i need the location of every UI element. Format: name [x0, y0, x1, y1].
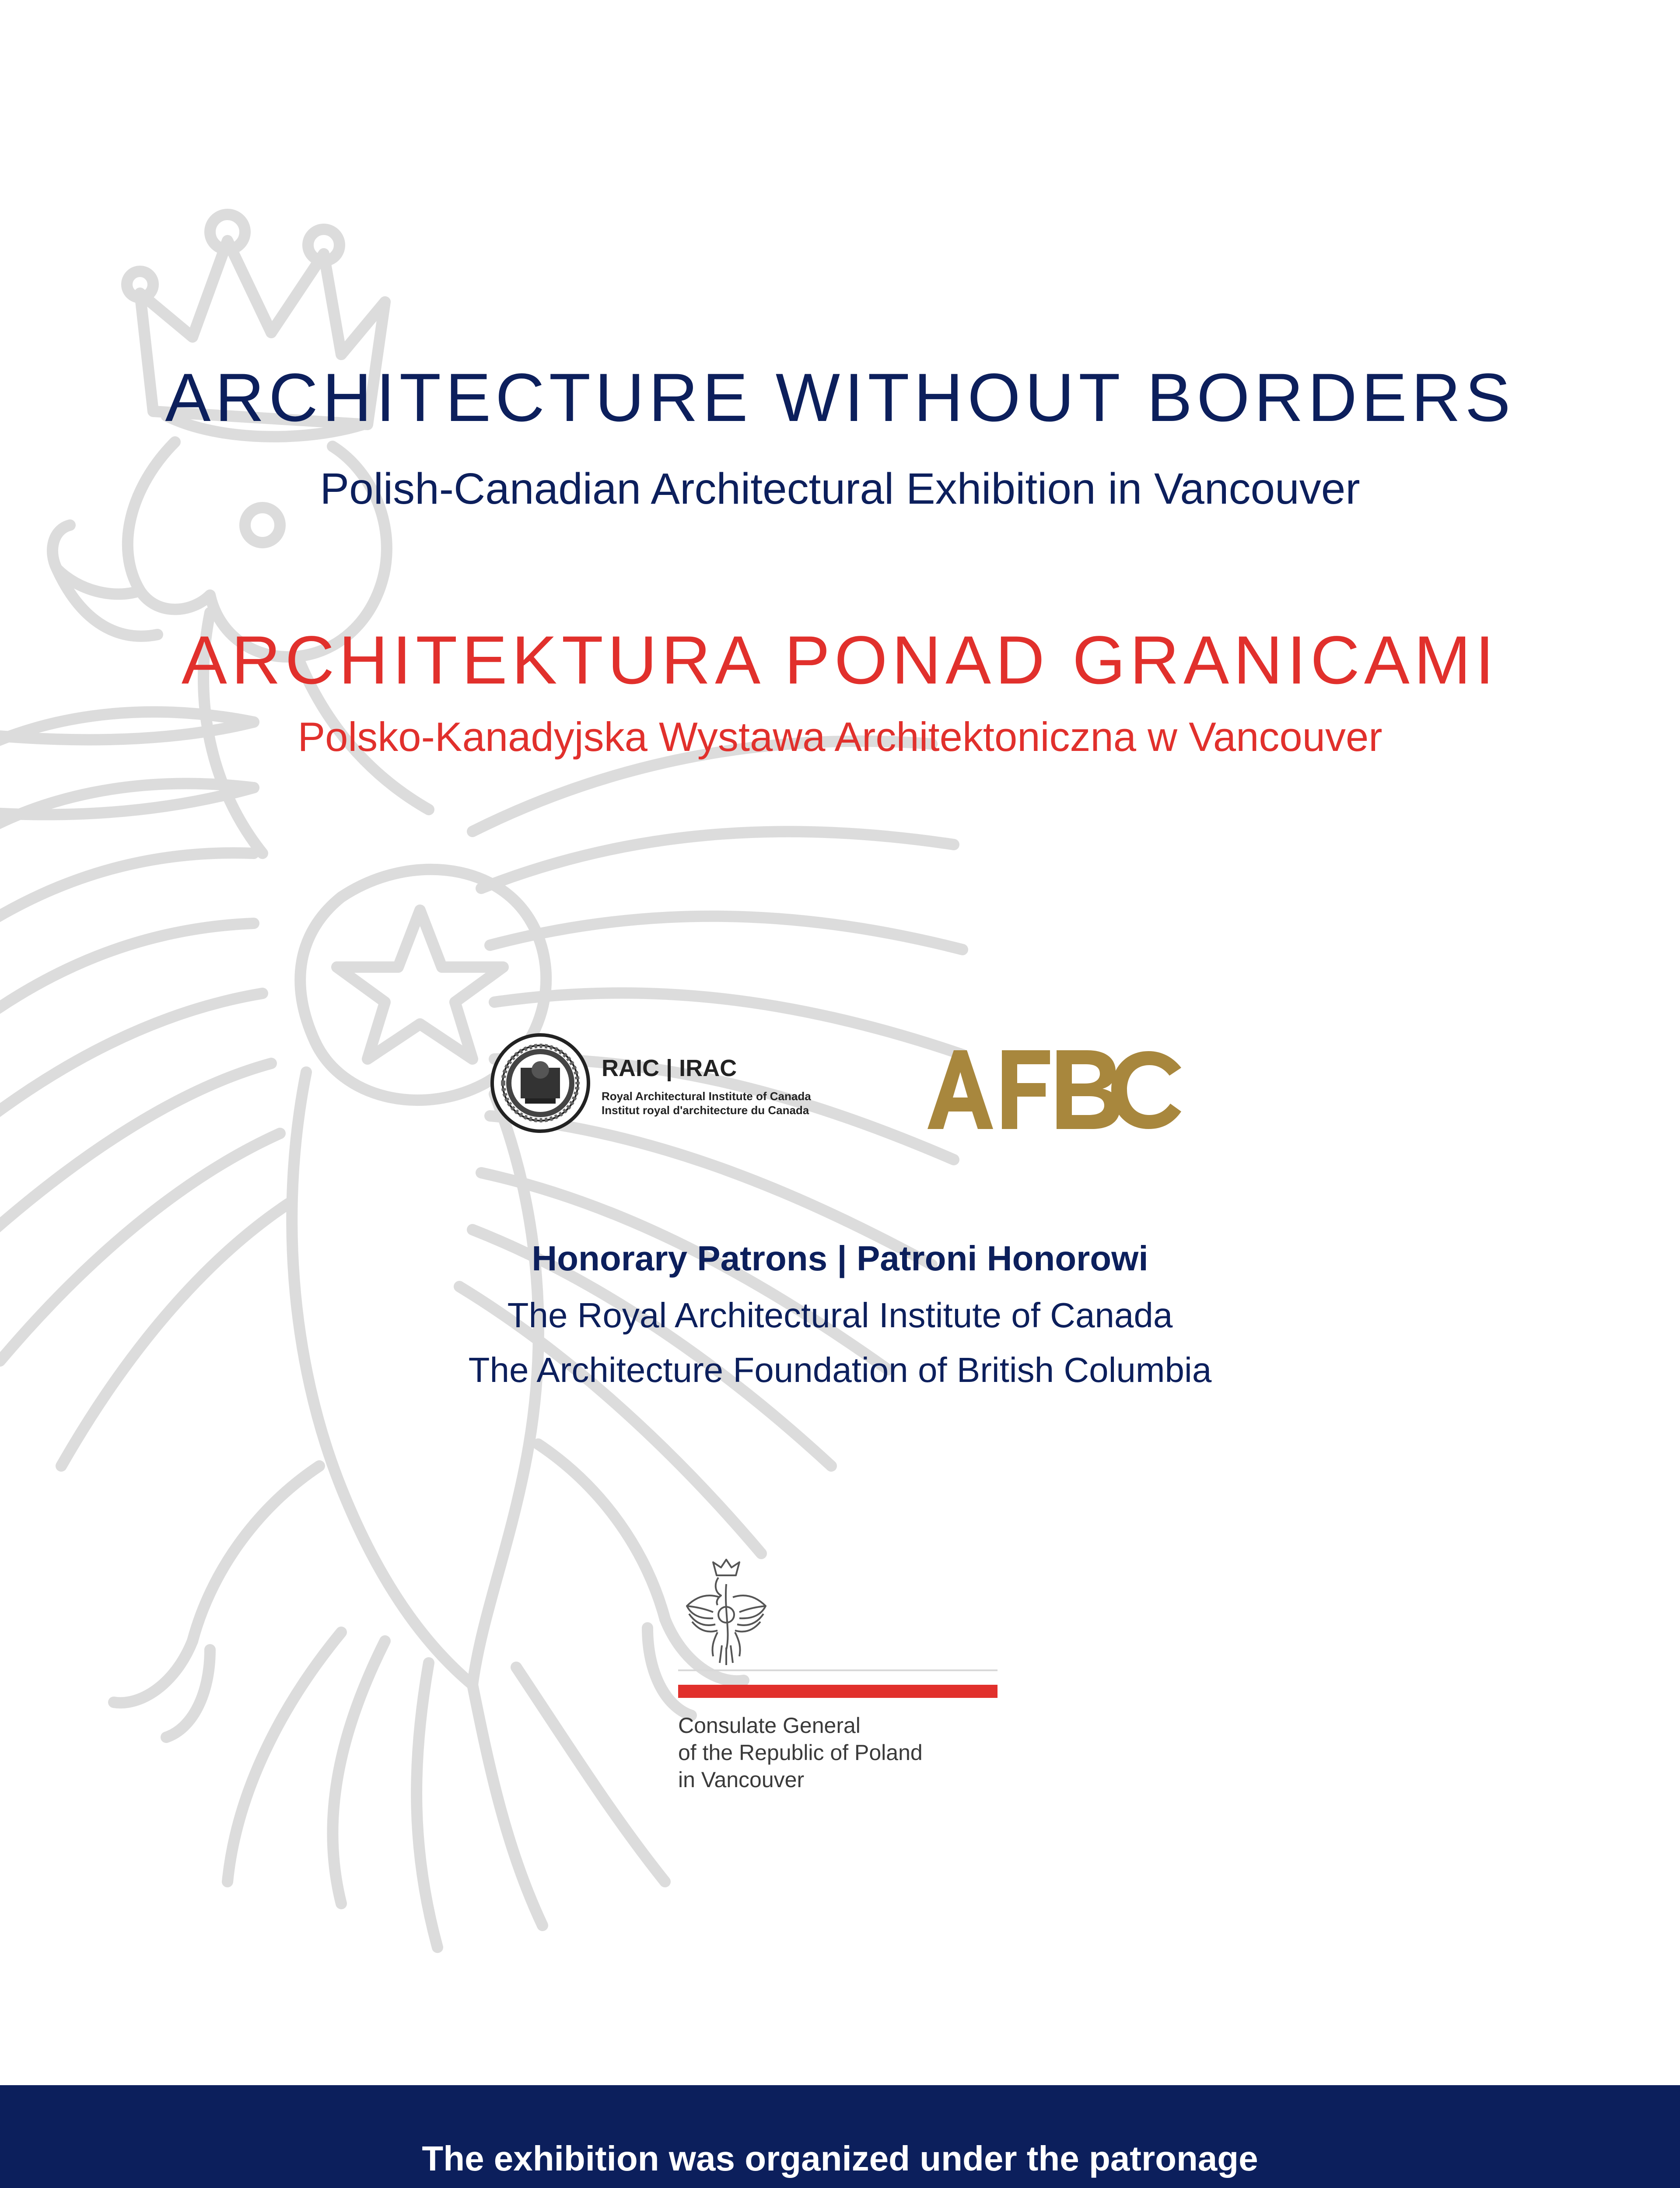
subtitle-en: Polish-Canadian Architectural Exhibition in Vancouver — [320, 464, 1360, 513]
raic-logo — [490, 1033, 849, 1147]
patrons-heading: Honorary Patrons | Patroni Honorowi — [532, 1239, 1148, 1278]
raic-logo-name: RAIC | IRAC — [602, 1055, 737, 1081]
consulate-name-line: of the Republic of Poland — [678, 1740, 923, 1765]
raic-logo-line-fr: Institut royal d'architecture du Canada — [602, 1104, 809, 1117]
consulate-name-line: Consulate General — [678, 1713, 861, 1738]
patron-item: The Royal Architectural Institute of Canada — [507, 1296, 1173, 1335]
title-en: ARCHITECTURE WITHOUT BORDERS — [165, 360, 1515, 436]
consulate-logo — [678, 1558, 1002, 1803]
raic-seal-icon — [490, 1033, 591, 1133]
footer-band — [0, 2085, 1680, 2188]
title-pl: ARCHITEKTURA PONAD GRANICAMI — [181, 622, 1499, 698]
footer-line-en: The exhibition was organized under the patronage — [422, 2139, 1258, 2178]
consulate-name — [678, 1712, 923, 1793]
red-flag-bar — [678, 1685, 998, 1698]
subtitle-pl: Polsko-Kanadyjska Wystawa Architektoniczna w Vancouver — [298, 714, 1382, 760]
divider-line — [678, 1669, 998, 1671]
polish-eagle-emblem-icon — [682, 1558, 770, 1667]
consulate-name-line: in Vancouver — [678, 1767, 805, 1792]
afbc-logo — [923, 1041, 1186, 1138]
raic-logo-line-en: Royal Architectural Institute of Canada — [602, 1090, 811, 1103]
patron-item: The Architecture Foundation of British Columbia — [468, 1350, 1212, 1389]
partner-logos — [486, 1033, 1186, 1147]
